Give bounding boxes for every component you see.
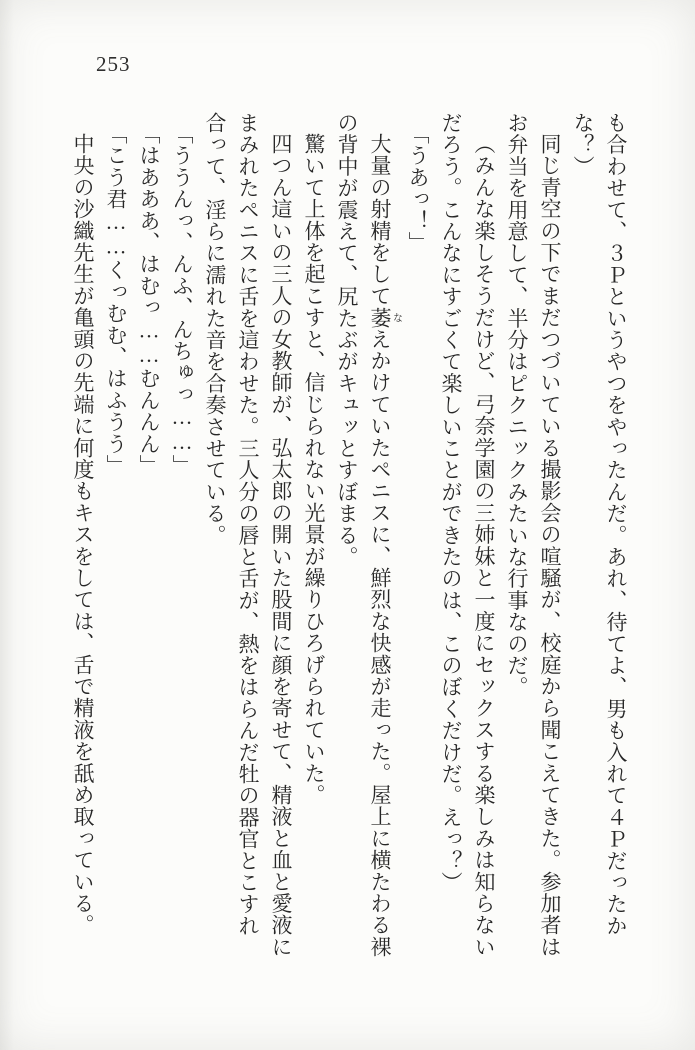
vertical-text-block: [64, 112, 632, 958]
page-number: 253: [96, 52, 131, 76]
ruby-base-character: 萎: [368, 306, 392, 329]
paragraph-narrative-with-furigana: [330, 112, 401, 958]
paragraph-thought: （みんな楽しそうだけど、弓奈学園の三姉妹と一度にセックスする楽しみは知らないだろう。こんなにすごくて楽しいことができたのは、このぼくだけだ。えっ？）: [439, 112, 496, 958]
paragraph-continuation: も合わせて、３Ｐというやつをやったんだ。あれ、待てよ、男も入れて４Ｐだったかな？）: [571, 112, 628, 937]
furigana: な: [390, 306, 402, 329]
paragraph-dialogue: 「はあああ、はむっ……むんんん」: [137, 122, 161, 476]
paragraph-narrative: 同じ青空の下でまだつづいている撮影会の喧騒が、校庭から聞こえてきた。参加者はお弁当を用意して、半分はピクニックみたいな行事なのだ。: [505, 112, 562, 958]
paragraph-text-after-ruby: えかけていたペニスに、鮮烈な快感が走った。屋上に横たわる裸の背中が震えて、尻たぶがキュッとすぼまる。: [335, 112, 392, 958]
paragraph-narrative: 四つん這いの三人の女教師が、弘太郎の開いた股間に顔を寄せて、精液と血と愛液にまみれたペニスに舌を這わせた。三人分の唇と舌が、熱をはらんだ牡の器官とこすれ合って、淫らに濡れた音を合奏させている。: [203, 112, 293, 958]
paragraph-text-before-ruby: 大量の射精をして: [368, 133, 392, 307]
page-edge-shading: [0, 0, 14, 1050]
ruby-annotated-word: [368, 306, 402, 329]
paragraph-dialogue: 「こう君……くっむむ、はふうう」: [104, 122, 128, 476]
paragraph-narrative: 中央の沙織先生が亀頭の先端に何度もキスをしては、舌で精液を舐め取っている。: [71, 133, 95, 936]
paragraph-dialogue: 「ううんっ、んふ、んちゅっ……」: [170, 122, 194, 476]
paragraph-narrative: 驚いて上体を起こすと、信じられない光景が繰りひろげられていた。: [302, 133, 326, 806]
paragraph-dialogue: 「うあっ！」: [406, 122, 430, 253]
